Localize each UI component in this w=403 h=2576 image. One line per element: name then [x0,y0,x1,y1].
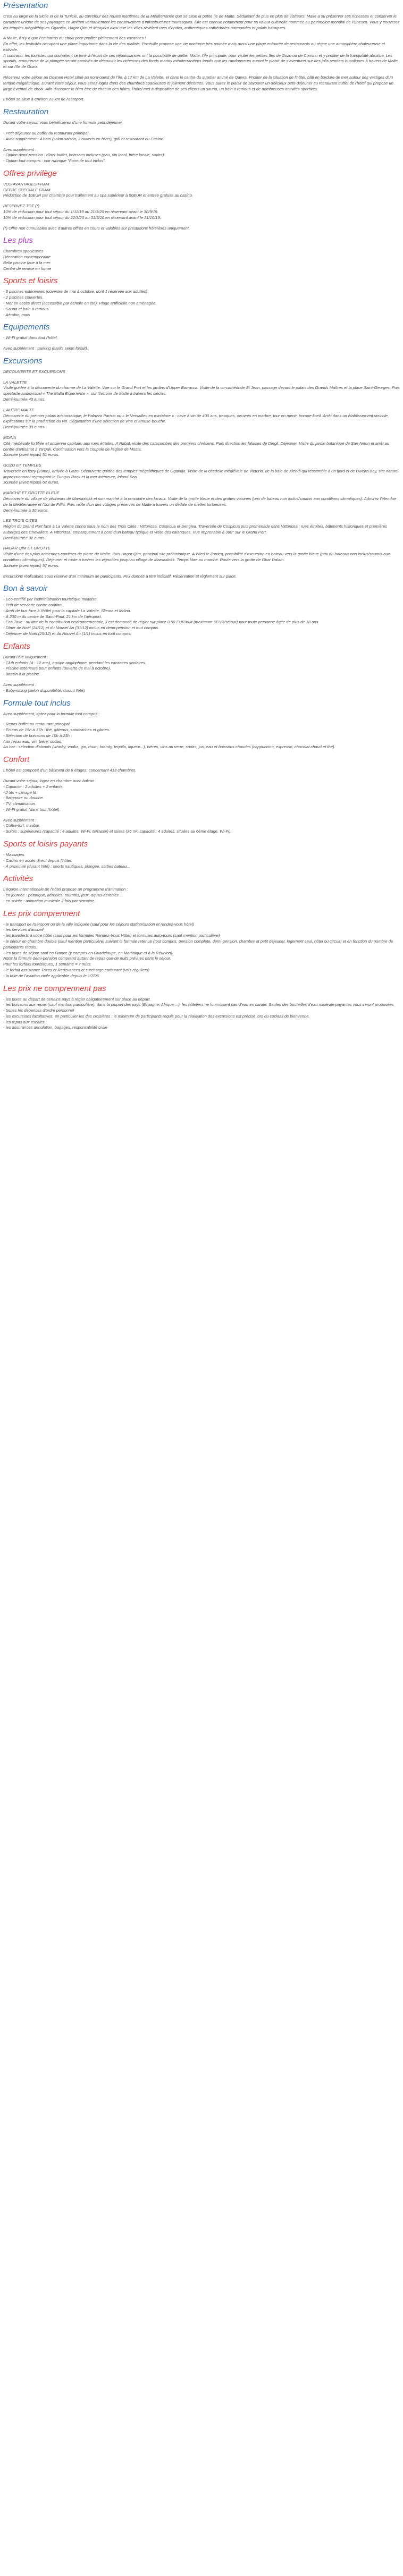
bonasavoir-heading: Bon à savoir [3,584,48,594]
equipements-paragraph: Avec supplément : parking (baril's selon forfait). [3,346,88,351]
excursion-item: LA VALETTE Visite guidée à la découverte du charme de La Valette. Vue sur le Grand Port et les jardins d'Upper Barracca. Visite de la co-cathédrale St Jean, passage devant le palais des Grands Maîtres et la place Saint-Georges. Puis spectacle audiovisuel « The Malta Experience », sur l'histoire de Malte à travers les siècles. Demi-journée 40 euros. [3,379,400,402]
prixcomprennent-list: - le transport de l'aéroport ou de la ville indiquée (sauf pour les séjours station/station et rendez-vous hôtel) - les services d'accueil - les transferts à votre hôtel (sauf pour les formules Rendez-Vous Hôtel) et formules auto-tours (sauf mention particulière) - le séjour en chambre double (sauf mention particulière) suivant la formule retenue (tout compris, pension complète, demi-pension, chambre et petit déjeuner, logement seul, hôtel ou circuit) et en fonction du nombre de participants requis. - les taxes de séjour sauf en France (y compris en Guadeloupe, en Martinique et à la Réunion). Nota: la formule demi-pension comprend autant de repas que de nuits prévues dans le séjour. Pour les forfaits tourisitques, 1 semaine = 7 nuits. - le forfait assistance Taxes et Redevances et surcharge carburant (vols réguliers) - la taxe de l'aviation civile applicable depuis le 1/7/06 [3,921,393,978]
restauration-heading: Restauration [3,107,49,117]
prixcomprennent-section [3,909,400,979]
sports-heading: Sports et loisirs [3,276,58,286]
confort-paragraph: Avec supplément : - Coffre-fort, minibar. - Suites : supérieures (capacité : 4 adultes, Wi-Fi, terrasse) et suites (36 m², capacité : 4 adultes, situées au 6ème étage, Wi-Fi). [3,817,232,834]
excursion-item: L'AUTRE MALTE Découverte du premier palais aristocratique, le Palazzo Parisio ou « le Versailles en miniature » : cave à vin de 400 ans, treaques, oeuvres en marbre, tour en miroir, trompe-l'oeil. Arrêt dans un établissement vinicole, explications sur la production du vin. Dégustation d'une sélection de vins et amuse-bouche. Demi-journée 39 euros. [3,407,389,430]
activites-paragraph: L'équipe internationale de l'hôtel propose un programme d'animation : - en journée : pétanque, aérobics, tournois, jeux, aquas-aérobics ... - en soirée : animation musicale 2 fois par semaine. [3,887,128,903]
sportsplus-heading: Sports et loisirs payants [3,840,88,849]
offres-paragraph: VOS AVANTAGES FRAM OFFRE SPECIALE FRAM Réduction de 10EUR par chambre pour traitement au spa supérieur à 50EUR et entrée gratuite au casino. [3,181,194,198]
presentation-paragraph: A Malte, il n'y a que l'embarras du choix pour profiter pleinement des vacances ! En effet, les festivités occupent une place importante dans la vie des maltais. Pacéville propose une vie nocturne très animée mais aussi une plage entourée de restaurants ou règne une atmosphère chaleureuse et estivale. A contrario, les touristes qui souhaitent se tenir à l'écart de ces réjouissances ont la possibilité de quitter Malte, l'île principale, pour visiter les petites îles de Gozo ou de Comino et y profiter de la tranquillité absolue. Les sportifs, amoureuse de la plongée seront comblés de découvrir les richesses des fonds marins méditerranéens tandis que les randonneurs auront le plaisir de s'aventurer sur des jolis sentiers bucoliques à travers de Malte et sur l'île de Gozo. [3,36,398,70]
sports-list: - 3 piscines extérieures (ouvertes de mai à octobre, dont 1 réservée aux adultes) - 2 piscines couvertes. - Mer en accès direct (accessible par échelle en été). Plage artificielle non aménagée. - Sauna et bain à remous. - Aérobic, mais [3,289,157,317]
offres-paragraph: RESERVEZ TOT (*) 10% de réduction pour tout séjour du 1/11/19 au 21/3/20 en réservant avant le 30/9/19. 10% de réduction pour tout séjour du 22/3/20 au 31/3/20 en réservant avant le 31/10/19. [3,204,161,220]
formule-paragraph: Avec supplément, optez pour la formule tout compris : [3,711,100,716]
excursion-item: MDINA Cité médiévale fortifiée et ancienne capitale, aux rues étroites. A Rabat, visite des catacombes des premiers chrétiens. Puis direction les falaises de Dingli. Déjeuner. Visite du jardin botanique de San Anton et arrêt au centre d'artisanat à Ta'Qali. Continuation vers la coupole de l'église de Mosta. Journée (avec repas) 51 euros. [3,435,390,457]
excursion-item: LES TROIS CITES Région du Grand Port face à La Valette connu sous le nom des Trois Cités : Vittoriosa, Cospicua et Senglea. Traversée de Cospicua puis promenade dans Vittoriosa : rues étroites, bâtiments historiques et premières auberges des Chevaliers. A Vittoriosa, embarquement à bord d'un bateau typique et visite des calanques. Vue imprenable à 360° sur le Grand Port. Demi-journée 32 euros [3,518,388,540]
presentation-paragraph: Réservez votre séjour au Dolmen Hotel situé au nord-ouest de l'île, à 17 km de La Valette, et dans le centre du quartier animé de Qawra. Profiter de la situation de l'hôtel, bâti en bordure de mer autour des vestiges d'un temple mégalithique. Durant votre séjour, vous serez logés dans des chambres spacieuses et joliment décorées. Vous aurez le plaisir de savourer un délicieux petit-déjeuner au restaurant buffet de l'hôtel qui propose un large éventail de choix. Afin d'assurer le bien-être de chacun des hôtes, l'hôtel met à disposition de ses clients un sauna, un bain à remous et de nombreuses activités sportives. [3,75,393,91]
prixnecomprennent-heading: Les prix ne comprennent pas [3,984,106,993]
excursions-note: Excursions réalisables sous réserve d'un minimum de participants. Prix donnés à titre indicatif. Réservation et règlement sur place. [3,573,237,579]
sportsplus-list: - Massages. - Casino en accès direct depuis l'hôtel. - À proximité (durant l'été) : sports nautiques, plongée, sorties bateau... [3,852,130,869]
offres-paragraph: (*) Offre non cumulables avec d'autres offres en cours et valables sur prestations hôtelières uniquement. [3,225,190,231]
confort-section [3,755,400,835]
sports-section [3,276,400,318]
equipements-section [3,323,400,352]
prixnecomprennent-list: - les taxes au départ de certains pays à régler obligatoirement sur place au départ. - les boissons aux repas (sauf mention particulière), dans la plupart des pays (Espagne, Afrique ...), les hôteliers ne fournissent pas d'eau en carafe. Seules des bouteilles d'eau minérale payantes vous seront proposées - toutes les dépenses d'ordre personnel - les excursions facultatives, en particulier les des croisières : le minimum de participants requis pour la réalisation des excursions est précisé lors du cocktail de bienvenue. - les repas aux escales. - les assurances annulation, bagages, responsabilité civile [3,996,394,1030]
formule-heading: Formule tout inclus [3,698,71,708]
presentation-heading: Présentation [3,1,48,10]
activites-section [3,874,400,904]
plus-section [3,236,400,272]
enfants-paragraph: Avec supplément : - Baby-sitting (selon disponibilité, durant l'été). [3,682,86,693]
confort-paragraph: Durant votre séjour, logez en chambre avec balcon : - Capacité : 2 adultes + 2 enfants. - 2 lits + canapé lit. - Baignoire ou douche. - TV, climatisation. - Wi-Fi gratuit (dans tout l'hôtel). [3,778,97,812]
plus-list: Chambres spacieuses Décoration contemporaine Belle piscine face à la mer Centre de remise en forme [3,249,52,271]
restauration-paragraph: - Petit déjeuner au buffet du restaurant principal . - Avec supplément : 4 bars (salon saison, 2 ouverts en hiver), grill et restaurant du Casino. [3,130,165,141]
confort-paragraph: L'hôtel est composé d'un bâtiment de 6 étages, concernant 413 chambres. [3,768,137,773]
excursion-item: HAGAR QIM ET GROTTE Visite d'une des plus anciennes carrières de pierre de Malte. Puis Hagar Qim, principal site préhistorique. A Wied iz-Zurrieq, possibilité d'excursion en bateau vers la grotte bleue (prix du bateaux non inclus/soumis aux conditions climatiques). Déjeuner et route à travers les vignobles jusqu'au village de Marsaxlokk. Temps libre au marché. Route vers la grotte de Ghar Dalam. Journée (avec repas) 57 euros. [3,546,390,568]
page-content [0,0,403,1043]
prixcomprennent-heading: Les prix comprennent [3,909,80,918]
excursions-paragraph: DECOUVERTE ET EXCURSIONS [3,369,65,374]
equipements-heading: Equipements [3,323,50,332]
presentation-paragraph: C'est au large de la Sicile et de la Tunisie, au carrefour des routes maritimes de la Méditerranée que se situe la petite île de Malte. Séduisant de plus en plus de visiteurs, Malte a su préserver ses richesses et conserver le caractère unique de ses paysages en limitant véritablement les constructions d'infrastructures touristiques. Elle est connue notamment pour sa valeur culturelle nommée au patrimoine mondial de l'Unesco. Vous y trouverez les temples mégalithiques Ggantija, Hagar Qim et Mnaydra ainsi que les villes révélant raes d'ondes, authentiques cathédrales normandes et palais baroques. [3,14,400,30]
presentation-section [3,1,400,103]
excursions-heading: Excursions [3,356,43,366]
excursion-item: MARCHE ET GROTTE BLEUE Découverte du village de pêcheurs de Marsaxlokk et son marché à la rencontre des locaux. Visite de la grotte bleue et des grottes voisines (prix de bateau non inclus/soumis aux conditions climatiques). Admirez l'étendue de la Méditerranée et l'îlot de Filfla. Puis visite d'un des villages préservés de Malte à travers un dédale de ruelles tortueuses. Demi-journée à 30 euros. [3,490,397,513]
enfants-heading: Enfants [3,641,30,651]
restauration-section [3,107,400,164]
plus-heading: Les plus [3,236,33,245]
sportsplus-section [3,840,400,869]
enfants-paragraph: Durant l'été uniquement : - Club enfants (4 - 12 ans), équipe anglophone, pendant les vacances scolaires. - Piscine extérieure pour enfants (ouverte de mai à octobre). - Bassin à la piscine. [3,654,146,677]
bonasavoir-section [3,584,400,637]
presentation-paragraph: L'hôtel se situe à environ 23 km de l'aéroport. [3,97,85,102]
restauration-paragraph: Avec supplément : - Option demi-pension : dîner buffet, boissons incluses (eau, vin local, bière locale, sodas). - Option tout compris : voir rubrique "Formule tout inclus". [3,147,165,164]
excursions-section [3,357,400,579]
formule-section [3,699,400,751]
offres-section [3,169,400,231]
bonasavoir-list: - Eco-certifié par l'administration touristique maltaise. - Prêt de serviette contre caution. - Arrêt de bus face à l'hôtel pour la capitale La Valette, Sliema et Mdina. - À 200 m du centre de Saint-Paul, 21 km de l'aéroport. - Eco Taxe : au titre de la contribution environnementale, il est demandé de régler sur place 0.50 EUR/nuit (maximum 5EUR/séjour) pour toute personne âgée de plus de 18 ans. - Dîner de Noël (24/12) et du Nouvel An (31/12) inclus en demi-pension et tout compris. - Déjeuner de Noël (25/12) et du Nouvel An (1/1) inclus en tout compris. [3,597,320,637]
enfants-section [3,642,400,694]
prixnecomprennent-section [3,984,400,1031]
offres-heading: Offres privilège [3,168,57,178]
restauration-paragraph: Durant votre séjour, vous bénéficierez d'une formule petit déjeuner. [3,120,123,125]
activites-heading: Activités [3,874,33,884]
equipements-paragraph: - Wi-Fi gratuit dans tout l'hôtel. [3,335,58,341]
formule-paragraph: - Repas buffet au restaurant principal. - En cas de 15h à 17h : thé, gâteaux, sandwiches et glaces. - Sélection de boissons de 10h à 23h : Aux repas eau, vin, bière, sodas. Au bar : sélection d'alcools (whisky, vodka, gin, rhum, brandy, tequila, liqueur...), bières, vins au verre, sodas, jus, eau et boissons chaudes (cappuccino, expresso, chocolat chaud et thé). [3,722,335,750]
confort-heading: Confort [3,755,30,765]
excursion-item: GOZO ET TEMPLES Traversée en ferry (20mn), arrivée à Gozo. Découverte guidée des temples mégalithiques de Ggantija. Visite de la citadelle médiévale de Victoria, de la baie de Xlendi qui ressemble à un fjord et de Dwejra Bay, site naturel impressionnant regroupant le Fungus Rock et la mer intérieure, Inland Sea. Journée (avec repas) 62 euros. [3,463,399,485]
